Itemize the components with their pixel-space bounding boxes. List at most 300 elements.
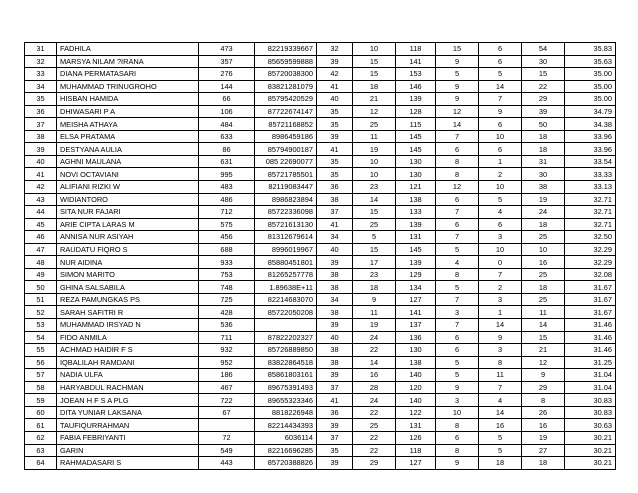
score-b-cell: 10 [353, 155, 396, 168]
row-number-cell: 62 [25, 431, 57, 444]
final-score-cell: 32.71 [565, 206, 616, 219]
phone-cell: 85720038300 [255, 68, 317, 81]
score-d-cell: 5 [436, 369, 479, 382]
score-f-cell: 14 [522, 319, 565, 332]
phone-cell: 85720388826 [255, 457, 317, 470]
table-row [25, 130, 616, 143]
student-score-table [24, 42, 616, 470]
score-c-cell: 131 [396, 419, 436, 432]
name-cell: DITA YUNIAR LAKSANA [57, 406, 199, 419]
score-a-cell: 40 [317, 331, 353, 344]
score-d-cell: 7 [436, 130, 479, 143]
score-f-cell: 31 [522, 155, 565, 168]
name-cell: ANNISA NUR ASIYAH [57, 231, 199, 244]
score-d-cell: 6 [436, 218, 479, 231]
phone-cell: 82214683070 [255, 293, 317, 306]
score-b-cell: 22 [353, 431, 396, 444]
score-c-cell: 127 [396, 293, 436, 306]
phone-cell: 82216696285 [255, 444, 317, 457]
score-a-cell: 38 [317, 344, 353, 357]
name-cell: MARSYA NILAM ?IRANA [57, 55, 199, 68]
score-e-cell: 0 [479, 256, 522, 269]
row-number-cell: 59 [25, 394, 57, 407]
table-row [25, 344, 616, 357]
row-number-cell: 55 [25, 344, 57, 357]
score-e-cell: 7 [479, 268, 522, 281]
name-cell: FIDO ANMILA [57, 331, 199, 344]
phone-cell: 85721785501 [255, 168, 317, 181]
table-body [25, 43, 616, 470]
score-c-cell: 139 [396, 218, 436, 231]
score-c-cell: 139 [396, 93, 436, 106]
score-b-cell: 15 [353, 68, 396, 81]
phone-cell: 85726889850 [255, 344, 317, 357]
phone-cell: 89675391493 [255, 381, 317, 394]
name-cell: MUHAMMAD TRINUGROHO [57, 80, 199, 93]
score-e-cell: 6 [479, 118, 522, 131]
score-b-cell: 14 [353, 356, 396, 369]
score-c-cell: 136 [396, 331, 436, 344]
id-cell: 536 [199, 319, 255, 332]
id-cell: 712 [199, 206, 255, 219]
score-c-cell: 129 [396, 268, 436, 281]
phone-cell: 87722674147 [255, 105, 317, 118]
name-cell: HARYABDUL RACHMAN [57, 381, 199, 394]
score-e-cell: 6 [479, 218, 522, 231]
phone-cell: 81312679614 [255, 231, 317, 244]
score-c-cell: 133 [396, 206, 436, 219]
phone-cell: 85880451801 [255, 256, 317, 269]
score-d-cell: 5 [436, 243, 479, 256]
score-f-cell: 25 [522, 268, 565, 281]
score-c-cell: 153 [396, 68, 436, 81]
table-row [25, 268, 616, 281]
table-row [25, 143, 616, 156]
score-b-cell: 19 [353, 319, 396, 332]
score-c-cell: 146 [396, 80, 436, 93]
table-row [25, 356, 616, 369]
name-cell: MUHAMMAD IRSYAD N [57, 319, 199, 332]
final-score-cell: 35.00 [565, 68, 616, 81]
score-e-cell: 14 [479, 80, 522, 93]
id-cell: 357 [199, 55, 255, 68]
name-cell: REZA PAMUNGKAS PS [57, 293, 199, 306]
table-row [25, 419, 616, 432]
row-number-cell: 58 [25, 381, 57, 394]
final-score-cell: 31.67 [565, 293, 616, 306]
final-score-cell: 31.04 [565, 369, 616, 382]
final-score-cell: 32.50 [565, 231, 616, 244]
row-number-cell: 31 [25, 43, 57, 56]
final-score-cell: 32.29 [565, 243, 616, 256]
table-row [25, 394, 616, 407]
score-e-cell: 1 [479, 155, 522, 168]
row-number-cell: 49 [25, 268, 57, 281]
name-cell: ALIFIANI RIZKI W [57, 181, 199, 194]
score-e-cell: 5 [479, 431, 522, 444]
id-cell: 86 [199, 143, 255, 156]
table-row [25, 218, 616, 231]
score-b-cell: 12 [353, 105, 396, 118]
id-cell: 186 [199, 369, 255, 382]
row-number-cell: 63 [25, 444, 57, 457]
score-a-cell: 34 [317, 231, 353, 244]
id-cell: 467 [199, 381, 255, 394]
score-e-cell: 5 [479, 444, 522, 457]
row-number-cell: 45 [25, 218, 57, 231]
table-row [25, 105, 616, 118]
score-b-cell: 16 [353, 369, 396, 382]
score-f-cell: 30 [522, 55, 565, 68]
table-row [25, 55, 616, 68]
score-a-cell: 38 [317, 268, 353, 281]
score-a-cell: 37 [317, 206, 353, 219]
final-score-cell: 31.46 [565, 319, 616, 332]
id-cell: 484 [199, 118, 255, 131]
score-d-cell: 8 [436, 168, 479, 181]
score-c-cell: 134 [396, 281, 436, 294]
name-cell: DESTYANA AULIA [57, 143, 199, 156]
score-f-cell: 25 [522, 293, 565, 306]
final-score-cell: 31.67 [565, 306, 616, 319]
score-b-cell: 19 [353, 143, 396, 156]
score-a-cell: 38 [317, 306, 353, 319]
score-c-cell: 131 [396, 231, 436, 244]
name-cell: SIMON MARITO [57, 268, 199, 281]
score-d-cell: 7 [436, 231, 479, 244]
score-b-cell: 22 [353, 444, 396, 457]
table-row [25, 281, 616, 294]
id-cell: 106 [199, 105, 255, 118]
score-d-cell: 3 [436, 306, 479, 319]
score-d-cell: 6 [436, 331, 479, 344]
score-a-cell: 35 [317, 118, 353, 131]
row-number-cell: 47 [25, 243, 57, 256]
score-f-cell: 29 [522, 93, 565, 106]
row-number-cell: 40 [25, 155, 57, 168]
name-cell: GHINA SALSABILA [57, 281, 199, 294]
id-cell: 72 [199, 431, 255, 444]
score-e-cell: 7 [479, 381, 522, 394]
row-number-cell: 60 [25, 406, 57, 419]
score-f-cell: 12 [522, 356, 565, 369]
phone-cell: 085 22690077 [255, 155, 317, 168]
final-score-cell: 33.54 [565, 155, 616, 168]
score-c-cell: 138 [396, 193, 436, 206]
final-score-cell: 31.46 [565, 344, 616, 357]
phone-cell: 82219339667 [255, 43, 317, 56]
phone-cell: 85721168852 [255, 118, 317, 131]
score-b-cell: 21 [353, 93, 396, 106]
score-a-cell: 41 [317, 80, 353, 93]
score-b-cell: 23 [353, 181, 396, 194]
row-number-cell: 33 [25, 68, 57, 81]
score-b-cell: 14 [353, 193, 396, 206]
row-number-cell: 54 [25, 331, 57, 344]
id-cell: 748 [199, 281, 255, 294]
table-row [25, 381, 616, 394]
id-cell: 66 [199, 93, 255, 106]
score-a-cell: 39 [317, 457, 353, 470]
score-d-cell: 9 [436, 80, 479, 93]
score-c-cell: 121 [396, 181, 436, 194]
row-number-cell: 64 [25, 457, 57, 470]
score-c-cell: 118 [396, 444, 436, 457]
phone-cell: 85722336098 [255, 206, 317, 219]
id-cell: 952 [199, 356, 255, 369]
score-f-cell: 18 [522, 143, 565, 156]
score-b-cell: 28 [353, 381, 396, 394]
score-e-cell: 16 [479, 419, 522, 432]
name-cell: AGHNI MAULANA [57, 155, 199, 168]
score-d-cell: 9 [436, 457, 479, 470]
score-e-cell: 2 [479, 281, 522, 294]
score-e-cell: 14 [479, 319, 522, 332]
id-cell: 456 [199, 231, 255, 244]
score-f-cell: 27 [522, 444, 565, 457]
name-cell: SARAH SAFITRI R [57, 306, 199, 319]
id-cell: 688 [199, 243, 255, 256]
name-cell: IQBALILAH RAMDANI [57, 356, 199, 369]
score-e-cell: 4 [479, 394, 522, 407]
score-e-cell: 1 [479, 306, 522, 319]
final-score-cell: 32.29 [565, 256, 616, 269]
score-f-cell: 24 [522, 206, 565, 219]
row-number-cell: 53 [25, 319, 57, 332]
phone-cell: 83821281079 [255, 80, 317, 93]
final-score-cell: 33.33 [565, 168, 616, 181]
score-e-cell: 9 [479, 105, 522, 118]
phone-cell [255, 319, 317, 332]
row-number-cell: 44 [25, 206, 57, 219]
score-e-cell: 3 [479, 344, 522, 357]
score-a-cell: 38 [317, 356, 353, 369]
score-b-cell: 17 [353, 256, 396, 269]
id-cell: 428 [199, 306, 255, 319]
score-f-cell: 30 [522, 168, 565, 181]
row-number-cell: 41 [25, 168, 57, 181]
row-number-cell: 48 [25, 256, 57, 269]
table-row [25, 231, 616, 244]
phone-cell: 85861803161 [255, 369, 317, 382]
score-f-cell: 15 [522, 331, 565, 344]
score-b-cell: 15 [353, 243, 396, 256]
final-score-cell: 30.21 [565, 431, 616, 444]
score-a-cell: 37 [317, 381, 353, 394]
id-cell: 575 [199, 218, 255, 231]
final-score-cell: 35.83 [565, 43, 616, 56]
phone-cell: 85722050208 [255, 306, 317, 319]
score-b-cell: 18 [353, 80, 396, 93]
score-d-cell: 6 [436, 193, 479, 206]
score-c-cell: 141 [396, 306, 436, 319]
score-f-cell: 22 [522, 80, 565, 93]
id-cell: 67 [199, 406, 255, 419]
phone-cell: 8996019967 [255, 243, 317, 256]
id-cell: 725 [199, 293, 255, 306]
id-cell: 473 [199, 43, 255, 56]
final-score-cell: 31.67 [565, 281, 616, 294]
id-cell: 483 [199, 181, 255, 194]
row-number-cell: 50 [25, 281, 57, 294]
row-number-cell: 32 [25, 55, 57, 68]
score-d-cell: 7 [436, 319, 479, 332]
score-e-cell: 8 [479, 356, 522, 369]
table-row [25, 256, 616, 269]
phone-cell: 82119083447 [255, 181, 317, 194]
table-row [25, 431, 616, 444]
phone-cell: 82214434393 [255, 419, 317, 432]
score-f-cell: 15 [522, 68, 565, 81]
final-score-cell: 31.04 [565, 381, 616, 394]
score-b-cell: 25 [353, 419, 396, 432]
table-row [25, 181, 616, 194]
id-cell: 144 [199, 80, 255, 93]
phone-cell: 6036114 [255, 431, 317, 444]
name-cell: HISBAN HAMIDA [57, 93, 199, 106]
score-c-cell: 139 [396, 256, 436, 269]
row-number-cell: 43 [25, 193, 57, 206]
name-cell: GARIN [57, 444, 199, 457]
name-cell: SITA NUR FAJARI [57, 206, 199, 219]
final-score-cell: 30.83 [565, 406, 616, 419]
table-row [25, 80, 616, 93]
score-c-cell: 137 [396, 319, 436, 332]
score-a-cell: 39 [317, 55, 353, 68]
score-c-cell: 130 [396, 344, 436, 357]
final-score-cell: 33.96 [565, 130, 616, 143]
score-d-cell: 7 [436, 293, 479, 306]
score-d-cell: 5 [436, 68, 479, 81]
score-d-cell: 12 [436, 105, 479, 118]
score-e-cell: 18 [479, 457, 522, 470]
score-f-cell: 18 [522, 281, 565, 294]
score-e-cell: 3 [479, 231, 522, 244]
score-b-cell: 5 [353, 231, 396, 244]
score-b-cell: 15 [353, 206, 396, 219]
id-cell: 722 [199, 394, 255, 407]
score-c-cell: 145 [396, 243, 436, 256]
name-cell: MEISHA ATHAYA [57, 118, 199, 131]
phone-cell: 8818226948 [255, 406, 317, 419]
row-number-cell: 51 [25, 293, 57, 306]
score-a-cell: 39 [317, 256, 353, 269]
score-d-cell: 6 [436, 143, 479, 156]
row-number-cell: 42 [25, 181, 57, 194]
score-a-cell: 38 [317, 193, 353, 206]
final-score-cell: 30.83 [565, 394, 616, 407]
id-cell: 631 [199, 155, 255, 168]
score-f-cell: 25 [522, 231, 565, 244]
score-f-cell: 10 [522, 243, 565, 256]
name-cell: JOEAN H F S A PLG [57, 394, 199, 407]
name-cell: DIANA PERMATASARI [57, 68, 199, 81]
score-b-cell: 11 [353, 130, 396, 143]
score-f-cell: 39 [522, 105, 565, 118]
score-a-cell: 32 [317, 43, 353, 56]
score-f-cell: 18 [522, 457, 565, 470]
phone-cell: 85795420529 [255, 93, 317, 106]
final-score-cell: 30.21 [565, 457, 616, 470]
score-f-cell: 29 [522, 381, 565, 394]
score-c-cell: 130 [396, 168, 436, 181]
score-b-cell: 24 [353, 394, 396, 407]
final-score-cell: 30.63 [565, 419, 616, 432]
final-score-cell: 30.21 [565, 444, 616, 457]
score-a-cell: 41 [317, 218, 353, 231]
table-row [25, 43, 616, 56]
row-number-cell: 35 [25, 93, 57, 106]
phone-cell: 85659599888 [255, 55, 317, 68]
row-number-cell: 52 [25, 306, 57, 319]
final-score-cell: 32.71 [565, 218, 616, 231]
name-cell: NUR AIDINA [57, 256, 199, 269]
score-e-cell: 3 [479, 293, 522, 306]
score-b-cell: 9 [353, 293, 396, 306]
score-c-cell: 140 [396, 369, 436, 382]
phone-cell: 83822864518 [255, 356, 317, 369]
score-b-cell: 22 [353, 406, 396, 419]
score-a-cell: 35 [317, 155, 353, 168]
id-cell: 753 [199, 268, 255, 281]
score-b-cell: 23 [353, 268, 396, 281]
score-a-cell: 35 [317, 105, 353, 118]
score-c-cell: 130 [396, 155, 436, 168]
name-cell: FADHILA [57, 43, 199, 56]
table-row [25, 168, 616, 181]
table-row [25, 293, 616, 306]
final-score-cell: 31.46 [565, 331, 616, 344]
final-score-cell: 33.96 [565, 143, 616, 156]
table-row [25, 68, 616, 81]
score-b-cell: 10 [353, 168, 396, 181]
score-a-cell: 39 [317, 130, 353, 143]
score-d-cell: 5 [436, 281, 479, 294]
id-cell: 711 [199, 331, 255, 344]
score-e-cell: 11 [479, 369, 522, 382]
score-e-cell: 10 [479, 181, 522, 194]
score-b-cell: 25 [353, 118, 396, 131]
score-e-cell: 6 [479, 43, 522, 56]
table-row [25, 406, 616, 419]
score-d-cell: 14 [436, 118, 479, 131]
name-cell: NADIA ULFA [57, 369, 199, 382]
name-cell: ELSA PRATAMA [57, 130, 199, 143]
score-f-cell: 26 [522, 406, 565, 419]
score-a-cell: 39 [317, 419, 353, 432]
phone-cell: 81265257778 [255, 268, 317, 281]
score-a-cell: 40 [317, 243, 353, 256]
score-e-cell: 4 [479, 206, 522, 219]
score-e-cell: 10 [479, 243, 522, 256]
row-number-cell: 36 [25, 105, 57, 118]
score-f-cell: 11 [522, 306, 565, 319]
phone-cell: 89655323346 [255, 394, 317, 407]
score-d-cell: 10 [436, 406, 479, 419]
score-d-cell: 3 [436, 394, 479, 407]
score-d-cell: 8 [436, 444, 479, 457]
score-a-cell: 37 [317, 431, 353, 444]
score-f-cell: 19 [522, 431, 565, 444]
name-cell: RAHMADASARI S [57, 457, 199, 470]
score-c-cell: 118 [396, 43, 436, 56]
score-f-cell: 18 [522, 130, 565, 143]
name-cell: ACHMAD HAIDIR F S [57, 344, 199, 357]
score-d-cell: 8 [436, 419, 479, 432]
score-d-cell: 9 [436, 381, 479, 394]
score-a-cell: 38 [317, 281, 353, 294]
score-d-cell: 8 [436, 155, 479, 168]
